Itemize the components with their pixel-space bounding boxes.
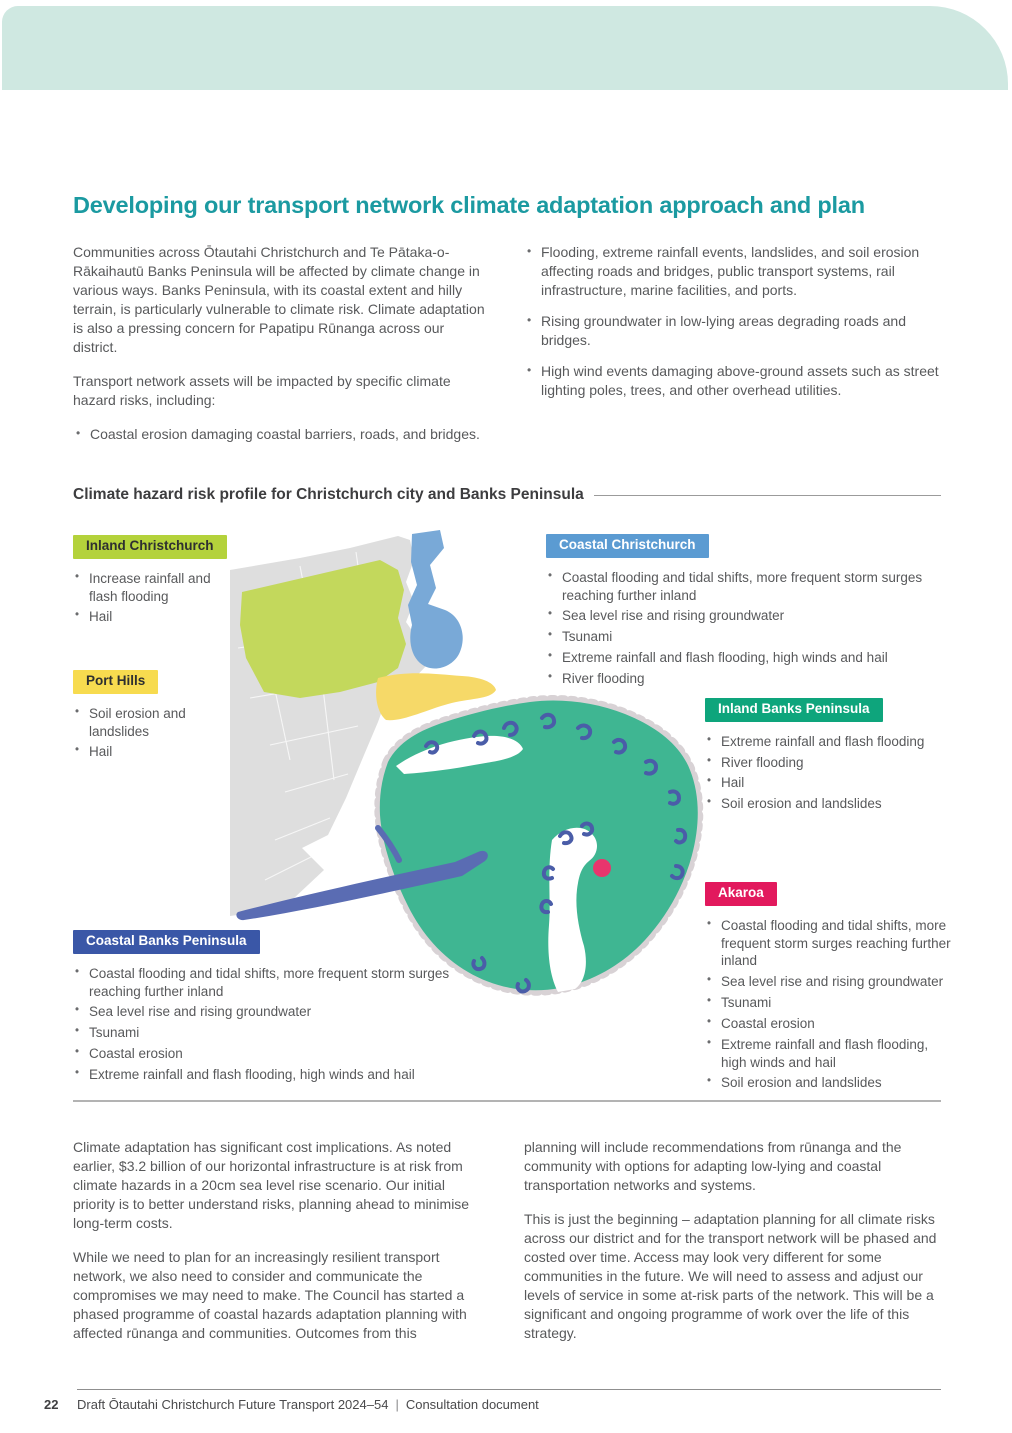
intro-bullet: • High wind events damaging above-ground assets such as street lighting poles, trees, and other overhead utilities. — [524, 362, 941, 400]
intro-left-bullet-list — [73, 425, 485, 444]
risk-profile-figure — [0, 528, 1012, 1093]
closing-paragraph: This is just the beginning – adaptation planning for all climate risks across our district and for the transport network will be phased and costed over time. Access may look very different for some communities in the future. We will need to assess and adjust our levels of service in some at-risk parts of the network. This will be a significant and ongoing programme of work over the life of this strategy. — [524, 1211, 937, 1342]
region-label-chip: Inland Banks Peninsula — [705, 698, 883, 722]
region-coastal-christchurch — [546, 534, 950, 691]
hazard-item: • Tsunami — [73, 1024, 468, 1042]
hazard-item: • Coastal flooding and tidal shifts, more frequent storm surges reaching further inland — [705, 917, 955, 970]
header-band — [2, 6, 1008, 90]
region-port-hills — [73, 670, 213, 764]
page-title: Developing our transport network climate adaptation approach and plan — [73, 192, 865, 218]
hazard-item: • Hail — [73, 608, 223, 626]
closing-right-column — [524, 1138, 941, 1358]
closing-paragraph: Climate adaptation has significant cost implications. As noted earlier, $3.2 billion of our horizontal infrastructure is at risk from climate hazards in a 20cm sea level rise scenario. Our initial priority is to better understand risks, planning ahead to minimise long-term costs. — [73, 1139, 470, 1232]
intro-right-bullet-list — [524, 243, 941, 400]
intro-paragraph: Communities across Ōtautahi Christchurch and Te Pātaka-o-Rākaihautū Banks Peninsula will be affected by climate change in various ways. Banks Peninsula, with its coastal extent and hilly terrain, is particularly vulnerable to climate risk. Climate adaptation is also a pressing concern for Papatipu Rūnanga across our district. — [73, 244, 485, 356]
region-label-chip: Coastal Christchurch — [546, 534, 709, 558]
region-hazard-list — [73, 570, 223, 626]
intro-bullet: • Rising groundwater in low-lying areas degrading roads and bridges. — [524, 312, 941, 350]
hazard-item: • Hail — [73, 743, 195, 761]
intro-left-column — [73, 243, 485, 456]
intro-right-column — [524, 243, 941, 456]
closing-paragraph: planning will include recommendations from rūnanga and the community with options for adapting low-lying and coastal transportation networks and systems. — [524, 1139, 902, 1194]
hazard-item: • River flooding — [546, 670, 950, 688]
closing-columns — [73, 1138, 941, 1358]
akaroa-town-marker — [593, 859, 611, 877]
hazard-item: • Coastal erosion — [705, 1015, 955, 1033]
hazard-item: • Tsunami — [546, 628, 950, 646]
intro-bullet: • Flooding, extreme rainfall events, landslides, and soil erosion affecting roads and bridges, public transport systems, rail infrastructure, marine facilities, and ports. — [524, 243, 941, 300]
hazard-item: • Extreme rainfall and flash flooding — [705, 733, 945, 751]
hazard-item: • Soil erosion and landslides — [705, 795, 945, 813]
region-label-chip: Akaroa — [705, 882, 777, 906]
hazard-item: • Soil erosion and landslides — [705, 1074, 955, 1092]
hazard-item: • Coastal flooding and tidal shifts, more frequent storm surges reaching further inland — [73, 965, 468, 1001]
hazard-item: • Extreme rainfall and flash flooding, high winds and hail — [73, 1066, 468, 1084]
risk-profile-section-header — [73, 486, 941, 504]
map-region-coastal-christchurch — [408, 530, 463, 669]
region-coastal-banks-peninsula — [73, 930, 468, 1087]
hazard-item: • Sea level rise and rising groundwater — [73, 1003, 468, 1021]
footer-doc-title: Draft Ōtautahi Christchurch Future Transport 2024–54 — [77, 1397, 389, 1412]
footer-text — [77, 1397, 539, 1412]
hazard-item: • Coastal flooding and tidal shifts, more frequent storm surges reaching further inland — [546, 569, 950, 605]
region-akaroa — [705, 882, 955, 1095]
footer-doc-type: Consultation document — [405, 1397, 539, 1412]
intro-bullet: • Coastal erosion damaging coastal barriers, roads, and bridges. — [73, 425, 485, 444]
footer-page-number: 22 — [44, 1397, 59, 1412]
closing-paragraph: While we need to plan for an increasingly resilient transport network, we also need to consider and communicate the compromises we may need to make. The Council has started a phased programme of coastal hazards adaptation planning with affected rūnanga and communities. Outcomes from this — [73, 1249, 467, 1342]
region-hazard-list — [705, 917, 955, 1092]
risk-profile-title: Climate hazard risk profile for Christchurch city and Banks Peninsula — [73, 486, 584, 503]
region-hazard-list — [705, 733, 945, 813]
region-label-chip: Coastal Banks Peninsula — [73, 930, 260, 954]
hazard-item: • Extreme rainfall and flash flooding, high winds and hail — [705, 1036, 955, 1072]
region-inland-banks-peninsula — [705, 698, 945, 816]
hazard-item: • River flooding — [705, 754, 945, 772]
region-hazard-list — [73, 705, 195, 761]
intro-columns — [73, 243, 941, 456]
region-hazard-list — [546, 569, 950, 688]
hazard-item: • Sea level rise and rising groundwater — [705, 973, 955, 991]
hazard-item: • Soil erosion and landslides — [73, 705, 195, 741]
region-hazard-list — [73, 965, 468, 1084]
section-divider — [73, 1100, 941, 1102]
footer-separator: | — [395, 1397, 399, 1412]
hazard-item: • Extreme rainfall and flash flooding, high winds and hail — [546, 649, 950, 667]
hazard-item: • Sea level rise and rising groundwater — [546, 607, 950, 625]
hazard-item: • Tsunami — [705, 994, 955, 1012]
region-inland-christchurch — [73, 535, 233, 629]
intro-paragraph: Transport network assets will be impacted by specific climate hazard risks, including: — [73, 373, 451, 409]
hazard-item: • Hail — [705, 774, 945, 792]
region-label-chip: Inland Christchurch — [73, 535, 227, 559]
section-rule — [594, 495, 941, 496]
closing-left-column — [73, 1138, 485, 1358]
hazard-item: • Coastal erosion — [73, 1045, 468, 1063]
hazard-item: • Increase rainfall and flash flooding — [73, 570, 223, 606]
footer-rule — [77, 1389, 941, 1390]
region-label-chip: Port Hills — [73, 670, 158, 694]
